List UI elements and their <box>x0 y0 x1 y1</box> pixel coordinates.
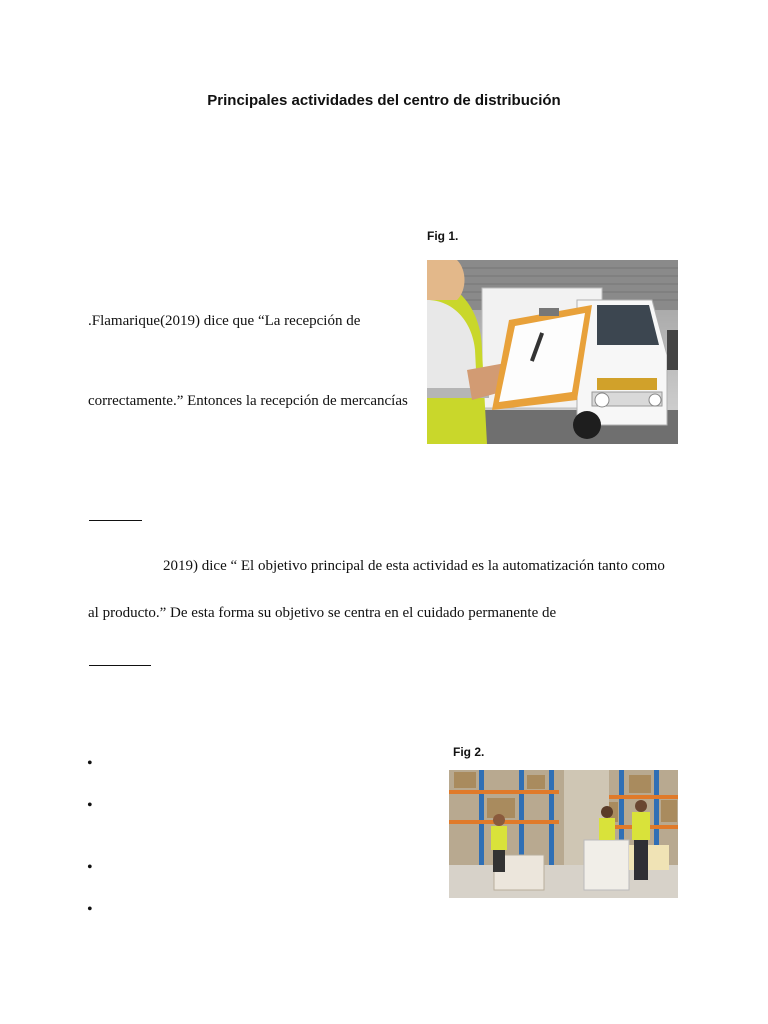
figure-2-image <box>449 770 678 898</box>
paragraph-1-line-1: .Flamarique(2019) dice que “La recepción de <box>88 313 361 329</box>
paragraph-1-line-2: correctamente.” Entonces la recepción de mercancías <box>88 393 408 409</box>
figure-1-image <box>427 260 678 444</box>
list-item <box>87 798 93 814</box>
figure-1-caption: Fig 1. <box>427 229 459 243</box>
list-item <box>87 860 93 876</box>
paragraph-2-line-1: 2019) dice “ El objetivo principal de esta actividad es la automatización tanto como <box>163 558 665 574</box>
paragraph-2-line-2: al producto.” De esta forma su objetivo se centra en el cuidado permanente de <box>88 605 557 621</box>
list-item <box>87 756 93 772</box>
figure-2-caption: Fig 2. <box>453 745 485 759</box>
page-title: Principales actividades del centro de distribución <box>207 92 561 109</box>
redacted-rule <box>89 665 151 666</box>
list-item <box>87 902 93 918</box>
redacted-rule <box>89 520 142 521</box>
